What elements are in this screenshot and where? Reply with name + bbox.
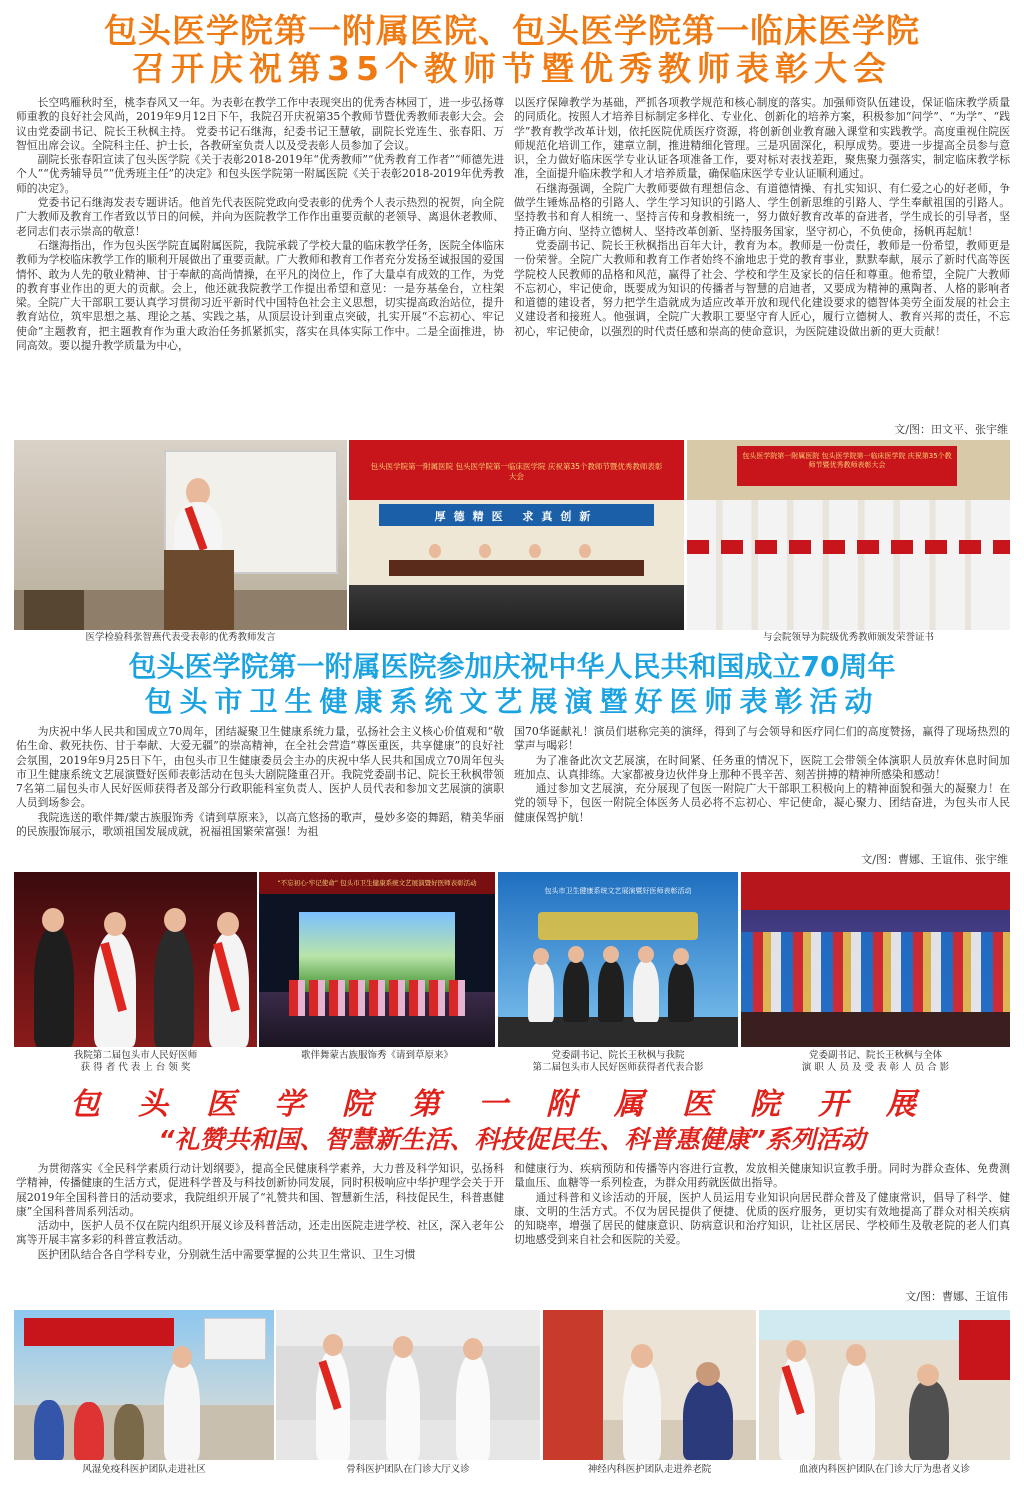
article2-photo-caption: [498, 1050, 738, 1074]
article3-photo-caption: 风湿免疫科医护团队走进社区: [82, 1464, 206, 1475]
article3-photo-orthopedics: [276, 1310, 540, 1460]
article1-credit: 文/图：田文平、张宇维: [894, 423, 1008, 436]
article2-title-line1: 包头医学院第一附属医院参加庆祝中华人民共和国成立70周年: [128, 650, 896, 683]
article2-left-column: [16, 725, 504, 839]
article2-photo-group2: [741, 872, 1010, 1047]
article2-photo-dance: [259, 872, 495, 1047]
article2-photo-caption: [741, 1050, 1010, 1074]
article2-photo-group1: [498, 872, 738, 1047]
article1-photo-caption: 与会院领导为院级优秀教师颁发荣誉证书: [762, 632, 934, 643]
article1-photo-speaker: [14, 440, 347, 630]
article3-photo-caption: 骨科医护团队在门诊大厅义诊: [346, 1464, 470, 1475]
article2-caption-line: 党委副书记、院长王秋枫与我院: [551, 1050, 685, 1061]
article3-left-paragraph: 医护团队结合各自学科专业，分别就生活中需要掌握的公共卫生常识、卫生习惯: [37, 1247, 416, 1261]
article3-photo-nursing-home: [543, 1310, 756, 1460]
article2-right-column: [514, 725, 1010, 825]
group-banner-text: 包头市卫生健康系统文艺展演暨好医师表彰活动: [544, 887, 692, 895]
article2-credit: 文/图：曹娜、王谊伟、张宇维: [861, 853, 1008, 866]
article3-left-paragraph: 活动中，医护人员不仅在院内组织开展义诊及科普活动，还走出医院走进学校、社区，深入老年公寓等开展丰富多彩的科普宣教活动。: [16, 1219, 504, 1247]
article2-title-line2: 包头市卫生健康系统文艺展演暨好医师表彰活动: [144, 685, 880, 718]
article1-photo-caption: 医学检验科张智燕代表受表彰的优秀教师发言: [85, 632, 276, 643]
article1-right-column: [514, 96, 1010, 339]
article2-caption-line: 第二届包头市人民好医师获得者代表合影: [532, 1062, 704, 1073]
article2-left-paragraph: 我院选送的歌伴舞/蒙古族服饰秀《请到草原来》，以高亢悠扬的歌声，曼妙多姿的舞蹈，精美华丽的民族服饰展示，歌颂祖国发展成就，祝福祖国繁荣富强！为祖: [16, 810, 504, 839]
article1-photo-meeting: [349, 440, 684, 630]
article1-right-paragraph: 党委副书记、院长王秋枫指出百年大计，教育为本。教师是一份责任，教师是一份希望，教师更是一份荣誉。全院广大教师和教育工作者始终不渝地忠于党的教育事业，默默奉献，展示了新时代高等医学院校人民教师的品格和风范，赢得了社会、学校和学生及家长的信任和尊重。他希望，全院广大教师不忘初心，牢记使命，既要成为知识的传播者与智慧的启迪者，又要成为精神的熏陶者、人格的影响者和道德的建设者，努力把学生造就成为适应改革开放和现代化建设要求的德智体美劳全面发展的社会主义建设者和接班人。他强调，全院广大教职工要坚守育人匠心，履行立德树人、教育兴邦的责任，不忘初心，牢记使命，以强烈的时代责任感和崇高的使命意识，为医院建设做出新的更大贡献！: [514, 238, 1010, 338]
article2-caption-line: 获 得 者 代 表 上 台 领 奖: [80, 1062, 191, 1073]
article1-left-column: [16, 96, 504, 353]
article3-right-paragraph: 和健康行为、疾病预防和传播等内容进行宣教，发放相关健康知识宣教手册。同时为群众查体、免费测量血压、血糖等一系列检查，为群众用药就医做出指导。: [514, 1162, 1010, 1190]
article1-photo-awards: [687, 440, 1010, 630]
article3-photo-community: [14, 1310, 274, 1460]
article2-caption-line: 党委副书记、院长王秋枫与全体: [808, 1050, 942, 1061]
article2-left-paragraph: 为庆祝中华人民共和国成立70周年，团结凝聚卫生健康系统力量，弘扬社会主义核心价值观和“敬佑生命、救死扶伤、甘于奉献、大爱无疆”的崇高精神，在全社会营造“尊医重医，共享健康”的良好社会氛围，2019年9月25日下午，由包头市卫生健康委员会主办的庆祝中华人民共和国成立70周年包头市卫生健康系统文艺展演暨好医师表彰活动在包头大剧院隆重召开。我院党委副书记、院长王秋枫带领7名第二届包头市人民好医师获得者及部分行政职能科室负责人、医护人员代表和参加文艺展演的演职人员到场参会。: [16, 725, 504, 810]
article2-photo-caption: [14, 1050, 257, 1074]
article1-left-paragraph: 石继海指出，作为包头医学院直属附属医院，我院承载了学校大量的临床教学任务，医院全体临床教师为学校临床教学工作的顺利开展做出了重要贡献。广大教师和教育工作者充分发扬至诚报国的爱国情怀、敢为人先的敬业精神、甘于奉献的高尚情操，在平凡的岗位上，作了大量卓有成效的工作，为党的教育事业作出的更大的贡献。会上，他还就我院教学工作提出希望和意见：一是夯基垒台，立柱架梁。全院广大干部职工要认真学习贯彻习近平新时代中国特色社会主义思想，切实提高政治站位，提升教育站位，筑牢思想之基、理论之基、实践之基，从顶层设计到重点突破，扎实开展“不忘初心、牢记使命”主题教育，把主题教育作为重大政治任务抓紧抓实，落实在具体实际工作中。二是全面推进，协同高效。要以提升教学质量为中心，: [16, 238, 504, 353]
meeting-banner-text: 包头医学院第一附属医院 包头医学院第一临床医学院 庆祝第35个教师节暨优秀教师表彰大会: [370, 462, 663, 481]
article3-photo-caption: 血液内科医护团队在门诊大厅为患者义诊: [798, 1464, 970, 1475]
article2-right-paragraph: 国70华诞献礼！演员们堪称完美的演绎，得到了与会领导和医疗同仁们的高度赞扬，赢得了现场热烈的掌声与喝彩！: [514, 725, 1010, 753]
meeting-slogan: 厚德精医 求真创新: [434, 510, 599, 523]
article2-caption-line: 歌伴舞蒙古族服饰秀《请到草原来》: [300, 1050, 453, 1061]
article3-photo-caption: 神经内科医护团队走进养老院: [587, 1464, 712, 1475]
article2-caption-line: 演 职 人 员 及 受 表 彰 人 员 合 影: [801, 1062, 950, 1073]
awards-banner-text: 包头医学院第一附属医院 包头医学院第一临床医学院 庆祝第35个教师节暨优秀教师表彰大会: [742, 452, 952, 469]
article1-left-paragraph: 党委书记石继海发表专题讲话。他首先代表医院党政向受表彰的优秀个人表示热烈的祝贺，向全院广大教师及教育工作者致以节日的问候，并向为医院教学工作作出重要贡献的老领导、离退休老教师、老同志们表示崇高的敬意！: [16, 196, 504, 238]
article1-left-paragraph: 长空鸣雁秋时至，桃李春风又一年。为表彰在教学工作中表现突出的优秀杏林园丁，进一步弘扬尊师重教的良好社会风尚，2019年9月12日下午，我院召开庆祝第35个教师节暨优秀教师表彰大会。会议由党委副书记、院长王秋枫主持。 党委书记石继海，纪委书记王慧敏，副院长党连生、张春阳、万智恒出席会议。全院科主任、护士长，各教研室负责人以及受表彰人员参加了会议。: [16, 96, 504, 152]
article2-right-paragraph: 为了准备此次文艺展演，在时间紧、任务重的情况下，医院工会带领全体演职人员放弃休息时间加班加点、认真排练。大家都被身边伙伴身上那种不畏辛苦、刻苦拼搏的精神所感染和感动！: [514, 753, 1010, 781]
article1-right-paragraph: 石继海强调，全院广大教师要做有理想信念、有道德情操、有扎实知识、有仁爱之心的好老师，争做学生锤炼品格的引路人、学生学习知识的引路人、学生创新思维的引路人、学生奉献祖国的引路人。坚持教书和育人相统一、坚持言传和身教相统一，努力做好教育改革的奋进者，学生成长的引导者，坚持正确方向、坚持立德树人、坚持改革创新、坚持服务国家，坚守初心，不负使命，扬帆再起航！: [514, 181, 1010, 238]
article2-right-paragraph: 通过参加文艺展演，充分展现了包医一附院广大干部职工积极向上的精神面貌和强大的凝聚力！在党的领导下，包医一附院全体医务人员必将不忘初心、牢记使命，凝心聚力、团结奋进，为包头市人民健康保驾护航！: [514, 782, 1010, 824]
article2-photo-award-stage: [14, 872, 257, 1047]
article1-title-line2: 召开庆祝第35个教师节暨优秀教师表彰大会: [132, 49, 892, 88]
article1-right-paragraph: 以医疗保障教学为基础，严抓各项教学规范和核心制度的落实。加强师资队伍建设，保证临床教学质量的同质化。按照人才培养目标制定多样化、专业化、创新化的培养方案，积极参加“问学”、“为学”、“践学”教育教学改革计划，依托医院优质医疗资源，将创新创业教育融入课堂和实践教学。高度重视住院医师规范化培训工作，建章立制，推进精细化管理。三是巩固深化，积厚成势。要进一步提高全员参与意识，全力做好临床医学专业认证各项准备工作，要对标对表找差距，聚焦聚力强落实，制定临床教学标准，全面提升临床教学和人才培养质量，确保临床医学专业认证顺利通过。: [514, 96, 1010, 181]
article3-right-column: [514, 1162, 1010, 1248]
article3-title-line2: “礼赞共和国、智慧新生活、科技促民生、科普惠健康”系列活动: [158, 1125, 866, 1154]
article3-photo-hematology: [759, 1310, 1010, 1460]
article3-credit: 文/图：曹娜、王谊伟: [905, 1290, 1008, 1303]
dance-banner-text: “不忘初心·牢记使命” 包头市卫生健康系统文艺展演暨好医师表彰活动: [277, 879, 477, 887]
article2-caption-line: 我院第二届包头市人民好医师: [73, 1050, 198, 1061]
article3-title-line1: 包头医学院第一附属医院开展: [70, 1087, 954, 1122]
article3-left-paragraph: 为贯彻落实《全民科学素质行动计划纲要》，提高全民健康科学素养，大力普及科学知识，弘扬科学精神，传播健康的生活方式，促进科学普及与科技创新协同发展，同时积极响应中华护理学会关于开展2019年全国科普日的活动要求，我院组织开展了“礼赞共和国、智慧新生活，科技促民生，科普惠健康”全国科普周系列活动。: [16, 1162, 504, 1218]
article1-title-line1: 包头医学院第一附属医院、包头医学院第一临床医学院: [104, 11, 920, 50]
article1-left-paragraph: 副院长张春阳宣读了包头医学院《关于表彰2018-2019年“优秀教师”“优秀教育工作者”“师德先进个人”“优秀辅导员”“优秀班主任”的决定》和包头医学院第一附属医院《关于表彰2018-2019年优秀教师的决定》。: [16, 153, 504, 195]
article3-left-column: [16, 1162, 504, 1262]
article2-photo-caption: [259, 1050, 495, 1062]
article3-right-paragraph: 通过科普和义诊活动的开展，医护人员运用专业知识向居民群众普及了健康常识，倡导了科学、健康、文明的生活方式。不仅为居民提供了便捷、优质的医疗服务，更切实有效地提高了群众对相关疾病的知晓率，增强了居民的健康意识、防病意识和治疗知识，让社区居民、学校师生及敬老院的老人们真切地感受到来自社会和医院的关爱。: [514, 1190, 1010, 1247]
